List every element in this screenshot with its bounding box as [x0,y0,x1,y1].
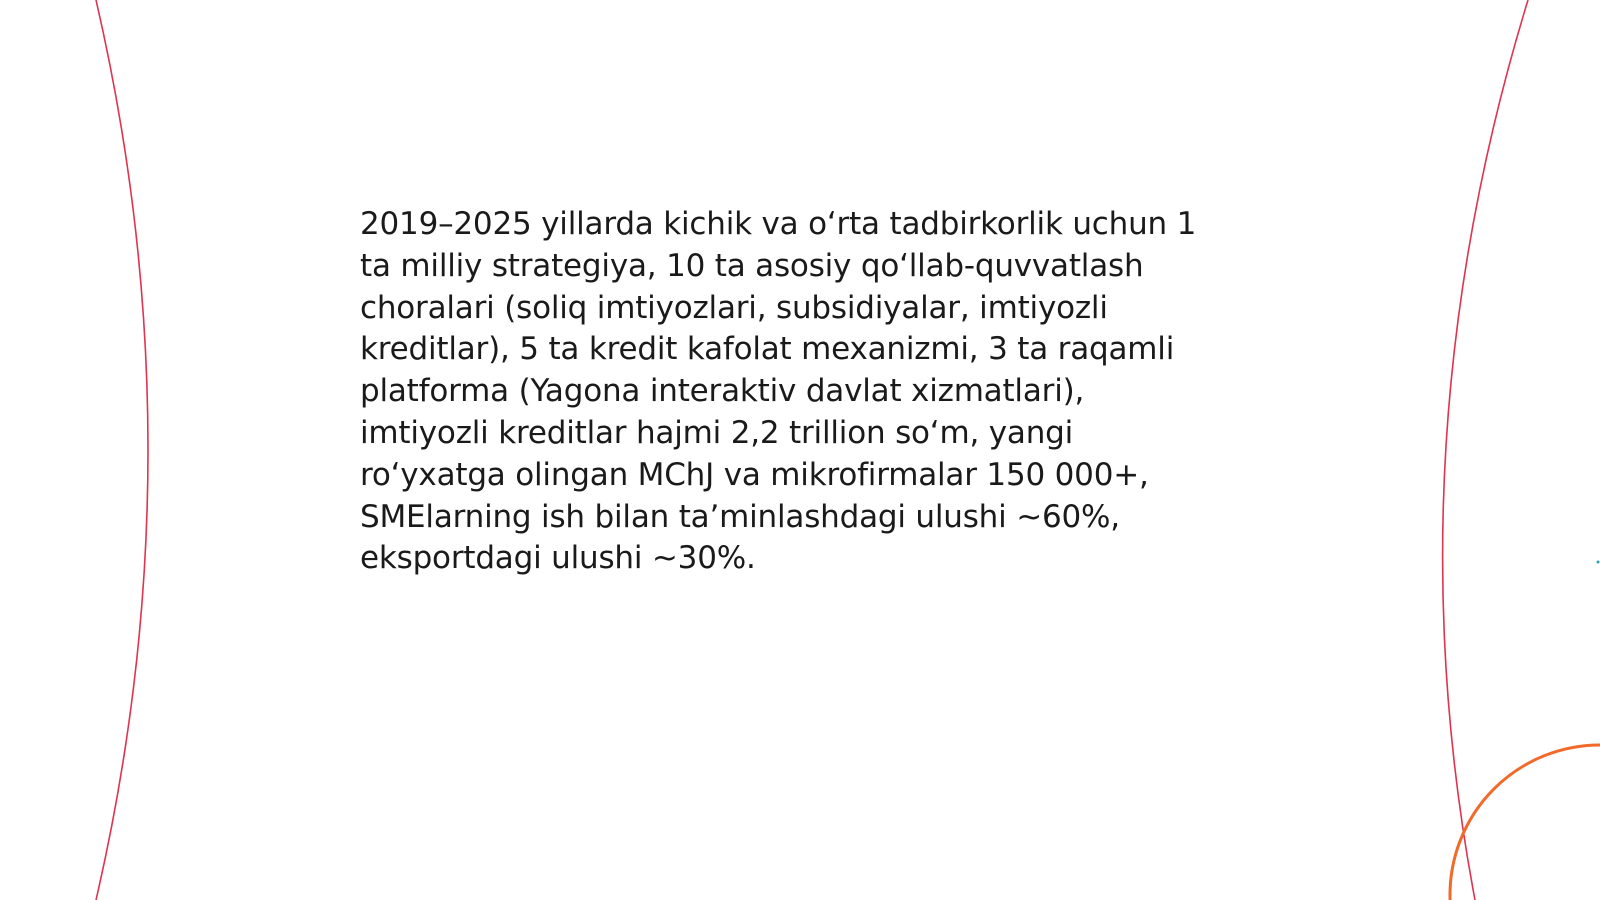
body-line: ta milliy strategiya, 10 ta asosiy qoʻllab-quvvatlash [360,247,1144,284]
body-line: choralari (soliq imtiyozlari, subsidiyalar, imtiyozli [360,289,1108,326]
body-line: roʻyxatga olingan MChJ va mikrofirmalar 150 000+, [360,456,1149,493]
body-line: kreditlar), 5 ta kredit kafolat mexanizmi, 3 ta raqamli [360,331,1175,368]
body-line: 2019–2025 yillarda kichik va oʻrta tadbirkorlik uchun 1 [360,206,1197,242]
left-arc-line [96,0,148,900]
body-line: eksportdagi ulushi ~30%. [360,540,756,577]
body-line: imtiyozli kreditlar hajmi 2,2 trillion soʻm, yangi [360,414,1074,451]
body-line: platforma (Yagona interaktiv davlat xizmatlari), [360,373,1085,410]
right-arc-line [1443,0,1528,900]
small-teal-dot [1597,561,1600,564]
body-line: SMElarning ish bilan taʼminlashdagi ulushi ~60%, [360,498,1120,535]
orange-circle-outline [1450,745,1600,900]
slide-body-text [360,204,1240,580]
